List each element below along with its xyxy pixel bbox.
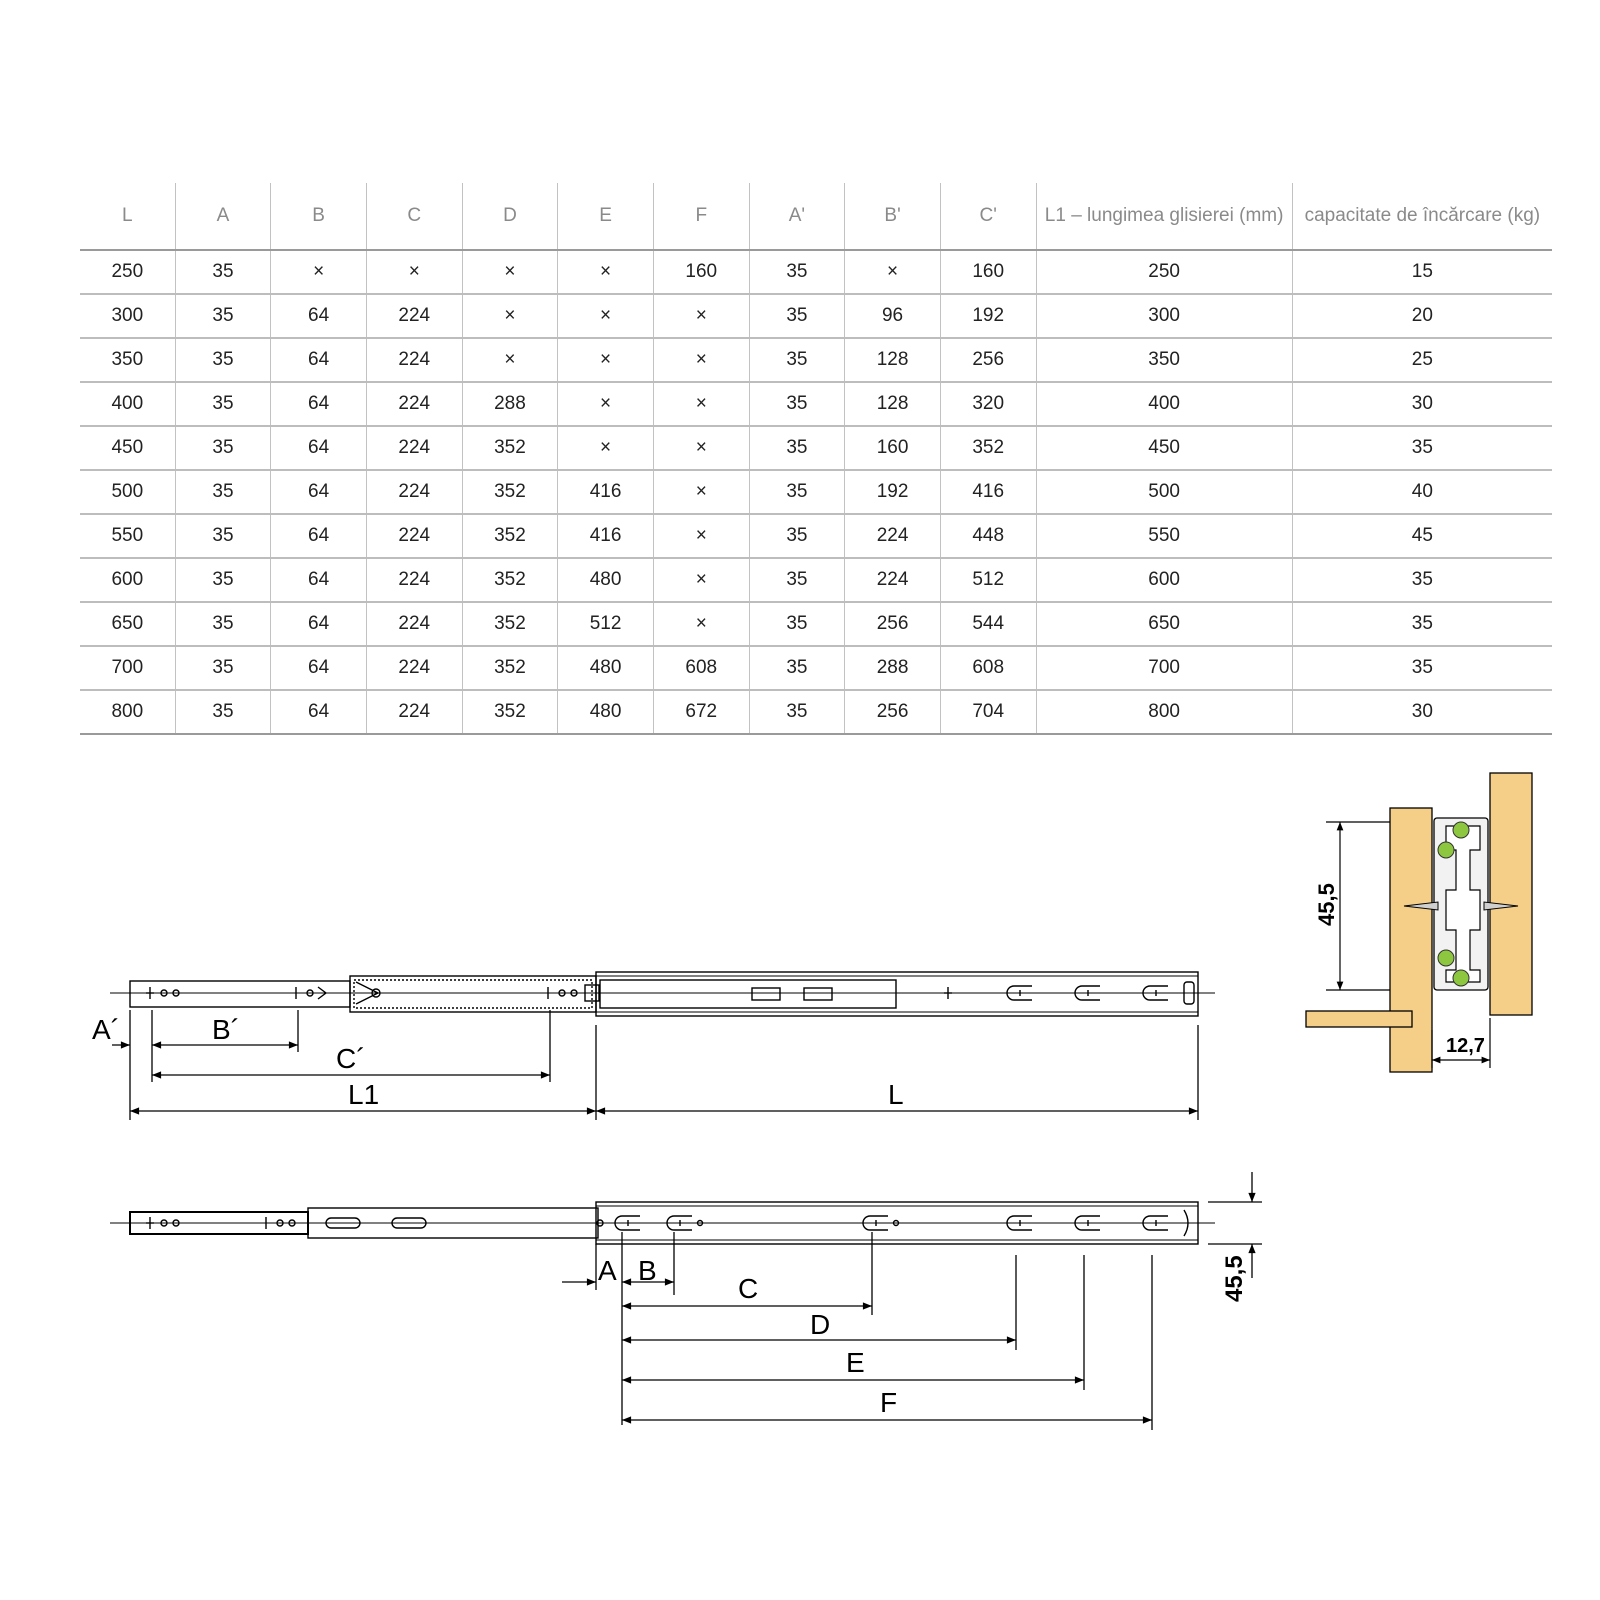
table-cell: 35 <box>175 690 271 734</box>
table-cell: 800 <box>1036 690 1292 734</box>
table-cell: 35 <box>749 690 845 734</box>
table-cell: 35 <box>749 514 845 558</box>
table-cell: 300 <box>1036 294 1292 338</box>
table-cell: 224 <box>366 558 462 602</box>
table-cell: 35 <box>749 558 845 602</box>
table-cell: 25 <box>1292 338 1552 382</box>
col-header-e: E <box>558 183 654 250</box>
table-cell: 350 <box>1036 338 1292 382</box>
ball-bearing <box>1453 822 1469 838</box>
table-cell: × <box>653 602 749 646</box>
table-cell: 352 <box>462 558 558 602</box>
table-cell: × <box>653 294 749 338</box>
table-cell: × <box>462 250 558 294</box>
table-cell: 64 <box>271 514 367 558</box>
table-cell: 35 <box>749 382 845 426</box>
table-cell: 35 <box>749 470 845 514</box>
label-a-prime: A´ <box>92 1014 120 1045</box>
col-header-a-prime: A' <box>749 183 845 250</box>
table-cell: 288 <box>462 382 558 426</box>
table-cell: × <box>653 382 749 426</box>
table-cell: 64 <box>271 602 367 646</box>
col-header-d: D <box>462 183 558 250</box>
table-cell: 352 <box>462 690 558 734</box>
drawer-bottom-panel <box>1306 1011 1412 1027</box>
label-l1: L1 <box>348 1079 380 1110</box>
table-cell: 352 <box>462 470 558 514</box>
ball-bearing <box>1438 842 1454 858</box>
table-cell: 45 <box>1292 514 1552 558</box>
table-cell: 35 <box>175 558 271 602</box>
ball-bearing <box>1438 950 1454 966</box>
table-cell: 160 <box>845 426 941 470</box>
table-cell: 352 <box>462 426 558 470</box>
table-cell: 35 <box>175 250 271 294</box>
table-cell: 500 <box>80 470 175 514</box>
table-cell: 352 <box>940 426 1036 470</box>
table-cell: 700 <box>80 646 175 690</box>
inner-rail <box>130 981 350 1007</box>
col-header-a: A <box>175 183 271 250</box>
table-cell: × <box>558 294 654 338</box>
table-cell: 672 <box>653 690 749 734</box>
cross-section <box>1306 773 1532 1072</box>
table-cell: 64 <box>271 690 367 734</box>
table-cell: 320 <box>940 382 1036 426</box>
label-e: E <box>846 1347 865 1378</box>
table-cell: 64 <box>271 338 367 382</box>
label-gap-section: 12,7 <box>1446 1035 1485 1057</box>
table-cell: 160 <box>653 250 749 294</box>
table-cell: 64 <box>271 382 367 426</box>
drawer-side-panel <box>1490 773 1532 1015</box>
table-cell: 600 <box>80 558 175 602</box>
label-height-front: 45,5 <box>1221 1255 1248 1302</box>
table-cell: 224 <box>366 426 462 470</box>
col-header-c: C <box>366 183 462 250</box>
table-cell: × <box>845 250 941 294</box>
table-cell: 224 <box>845 514 941 558</box>
table-cell: 224 <box>366 646 462 690</box>
table-cell: 64 <box>271 426 367 470</box>
table-cell: 400 <box>1036 382 1292 426</box>
table-cell: 128 <box>845 382 941 426</box>
table-cell: 64 <box>271 646 367 690</box>
table-cell: 35 <box>175 338 271 382</box>
table-cell: 224 <box>366 294 462 338</box>
ball-bearing <box>1453 970 1469 986</box>
table-cell: 35 <box>749 338 845 382</box>
table-cell: 224 <box>366 690 462 734</box>
table-cell: × <box>653 558 749 602</box>
table-cell: 224 <box>366 470 462 514</box>
table-cell: 256 <box>845 602 941 646</box>
table-cell: 35 <box>749 602 845 646</box>
table-cell: 500 <box>1036 470 1292 514</box>
col-header-l: L <box>80 183 175 250</box>
col-header-b-prime: B' <box>845 183 941 250</box>
table-cell: 35 <box>1292 646 1552 690</box>
table-cell: 480 <box>558 646 654 690</box>
table-cell: 64 <box>271 294 367 338</box>
table-cell: 192 <box>940 294 1036 338</box>
table-cell: 352 <box>462 646 558 690</box>
table-cell: 704 <box>940 690 1036 734</box>
label-a: A <box>598 1255 617 1286</box>
table-cell: 30 <box>1292 690 1552 734</box>
table-cell: 35 <box>1292 558 1552 602</box>
table-cell: 480 <box>558 558 654 602</box>
table-cell: 35 <box>749 426 845 470</box>
table-cell: 224 <box>845 558 941 602</box>
slide-top-view <box>110 972 1215 1016</box>
table-cell: 224 <box>366 338 462 382</box>
label-b: B <box>638 1255 657 1286</box>
dimensions-top-view <box>112 1010 1198 1120</box>
table-cell: 128 <box>845 338 941 382</box>
table-cell: 544 <box>940 602 1036 646</box>
table-cell: 15 <box>1292 250 1552 294</box>
table-cell: 650 <box>1036 602 1292 646</box>
table-cell: 96 <box>845 294 941 338</box>
middle-rail-inner <box>354 980 592 1008</box>
table-cell: 35 <box>175 294 271 338</box>
table-cell: 650 <box>80 602 175 646</box>
table-cell: 512 <box>940 558 1036 602</box>
table-cell: 350 <box>80 338 175 382</box>
table-cell: 35 <box>175 602 271 646</box>
table-cell: 256 <box>845 690 941 734</box>
table-cell: 300 <box>80 294 175 338</box>
cabinet-side-panel <box>1390 808 1432 1072</box>
cage-window <box>752 988 780 1000</box>
table-cell: 700 <box>1036 646 1292 690</box>
outer-rail <box>596 972 1198 1016</box>
table-cell: 400 <box>80 382 175 426</box>
table-cell: × <box>462 338 558 382</box>
table-cell: 160 <box>940 250 1036 294</box>
table-cell: × <box>271 250 367 294</box>
table-cell: 352 <box>462 514 558 558</box>
dimensions-side-view <box>562 1172 1262 1430</box>
table-cell: 256 <box>940 338 1036 382</box>
col-header-l1: L1 – lungimea glisierei (mm) <box>1036 183 1292 250</box>
table-cell: 224 <box>366 514 462 558</box>
col-header-b: B <box>271 183 367 250</box>
table-cell: 288 <box>845 646 941 690</box>
table-cell: 35 <box>749 646 845 690</box>
table-cell: 224 <box>366 602 462 646</box>
table-cell: × <box>462 294 558 338</box>
table-cell: 192 <box>845 470 941 514</box>
table-cell: × <box>558 382 654 426</box>
table-cell: 600 <box>1036 558 1292 602</box>
table-cell: 416 <box>558 514 654 558</box>
table-cell: 450 <box>1036 426 1292 470</box>
table-cell: × <box>558 338 654 382</box>
table-cell: 35 <box>749 250 845 294</box>
table-cell: 608 <box>653 646 749 690</box>
table-cell: 30 <box>1292 382 1552 426</box>
table-cell: 250 <box>80 250 175 294</box>
label-f: F <box>880 1387 898 1418</box>
ball-cage <box>600 980 896 1008</box>
table-cell: × <box>558 426 654 470</box>
table-cell: 512 <box>558 602 654 646</box>
table-cell: 35 <box>175 470 271 514</box>
table-cell: × <box>653 514 749 558</box>
table-cell: 608 <box>940 646 1036 690</box>
table-cell: 800 <box>80 690 175 734</box>
cage-window <box>804 988 832 1000</box>
label-d: D <box>810 1309 831 1340</box>
table-cell: 480 <box>558 690 654 734</box>
table-cell: × <box>653 338 749 382</box>
table-cell: 35 <box>175 514 271 558</box>
table-cell: 550 <box>80 514 175 558</box>
table-cell: 64 <box>271 558 367 602</box>
table-cell: 35 <box>175 646 271 690</box>
table-cell: 224 <box>366 382 462 426</box>
col-header-load: capacitate de încărcare (kg) <box>1292 183 1552 250</box>
table-cell: 64 <box>271 470 367 514</box>
label-b-prime: B´ <box>212 1014 240 1045</box>
table-cell: 450 <box>80 426 175 470</box>
table-cell: 35 <box>1292 426 1552 470</box>
label-l: L <box>888 1079 904 1110</box>
table-cell: 416 <box>558 470 654 514</box>
table-cell: 550 <box>1036 514 1292 558</box>
label-c-prime: C´ <box>336 1043 366 1074</box>
table-cell: 35 <box>749 294 845 338</box>
table-cell: 40 <box>1292 470 1552 514</box>
slide-side-view <box>110 1202 1215 1244</box>
label-height-section: 45,5 <box>1314 883 1339 926</box>
table-cell: × <box>653 426 749 470</box>
table-cell: 35 <box>175 426 271 470</box>
table-cell: 416 <box>940 470 1036 514</box>
table-cell: 352 <box>462 602 558 646</box>
table-cell: 250 <box>1036 250 1292 294</box>
col-header-f: F <box>653 183 749 250</box>
col-header-c-prime: C' <box>940 183 1036 250</box>
label-c: C <box>738 1273 759 1304</box>
table-cell: 35 <box>1292 602 1552 646</box>
table-cell: × <box>558 250 654 294</box>
table-cell: × <box>653 470 749 514</box>
table-cell: × <box>366 250 462 294</box>
table-cell: 35 <box>175 382 271 426</box>
table-cell: 20 <box>1292 294 1552 338</box>
table-cell: 448 <box>940 514 1036 558</box>
